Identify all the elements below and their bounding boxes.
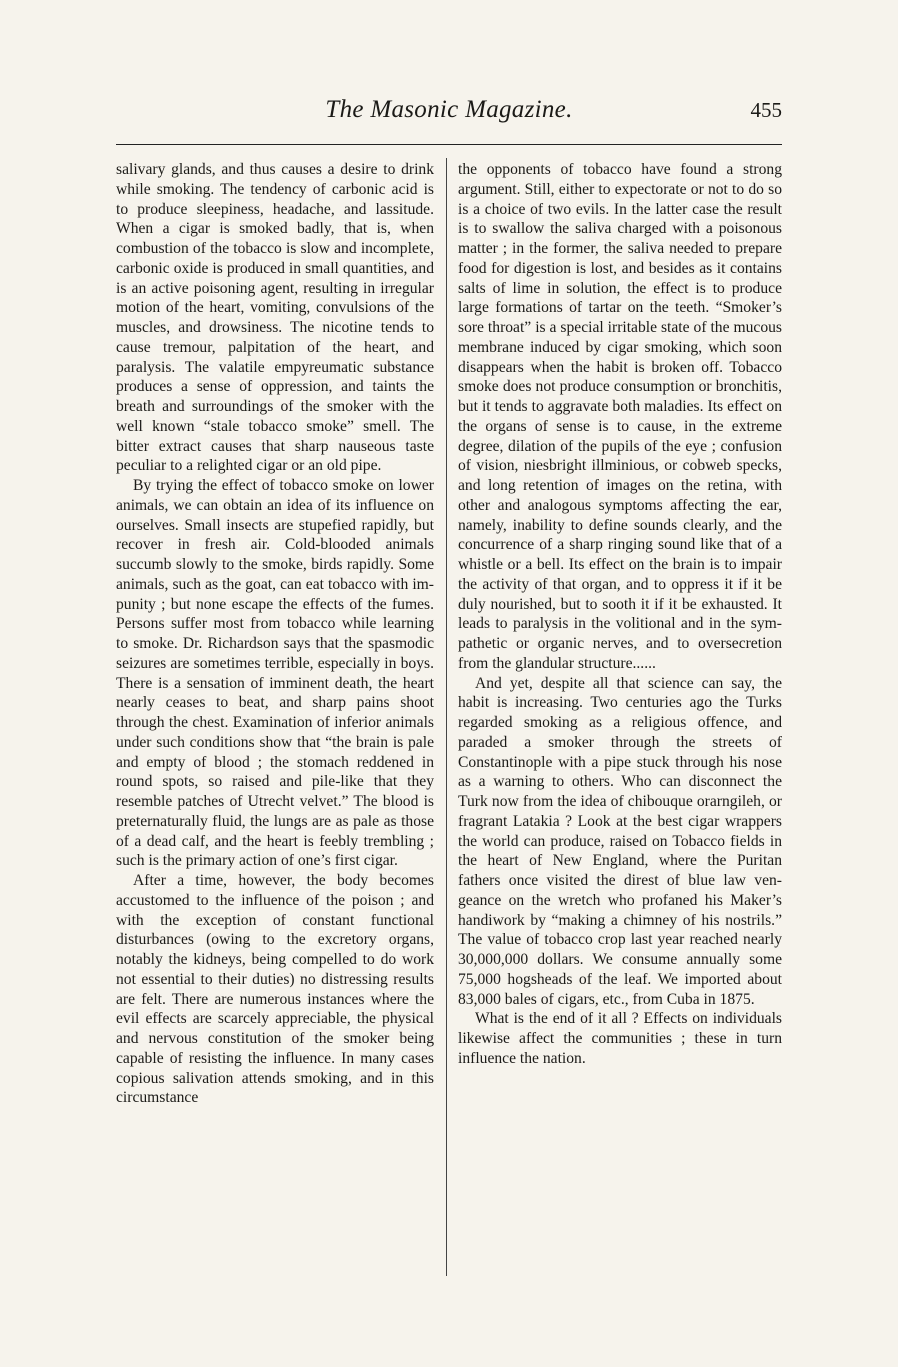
paragraph: After a time, however, the body becomes accustomed to the influence of the poison ; and with the exception of constant functional disturbances (owing to the excretory organs, notably the kidneys, being compelled to do work not essential to their duties) no distressing results are felt. There are numerous instances where the evil effects are scarcely appreciable, the physical and nervous constitution of the smoker being capable of resisting the influence. In many cases copious salivation attends smoking, and in this circumstance	[116, 872, 434, 1107]
running-head	[116, 96, 782, 130]
paragraph: And yet, despite all that science can say, the habit is increasing. Two centuries ago the Turks regarded smoking as a religious offence, and paraded a smoker through the streets of Constantinople with a pipe stuck through his nose as a warning to others. Who can disconnect the Turk now from the idea of chibouque orarngileh, or fragrant Latakia ? Look at the best cigar wrappers the world can produce, raised on Tobacco fields in the heart of New England, where the Puritan fathers once visited the direst of blue law vengeance on the wretch who profaned his Maker’s handiwork by “making a chimney of his nostrils.” The value of tobacco crop last year reached nearly 30,000,000 dollars. We consume annually some 75,000 hogsheads of the leaf. We imported about 83,000 bales of cigars, etc., from Cuba in 1875.	[458, 674, 782, 1008]
paragraph: salivary glands, and thus causes a desire to drink while smoking. The tendency of carbonic acid is to produce sleepiness, headache, and lassitude. When a cigar is smoked badly, that is, when combustion of the tobacco is slow and incomplete, carbonic oxide is produced in small quantities, and is an active poisoning agent, resulting in irregular motion of the heart, vomiting, convulsions of the muscles, and drowsiness. The nicotine tends to cause tremour, palpitation of the heart, and paralysis. The valatile empyreumatic substance produces a sense of oppression, and taints the breath and surroundings of the smoker with the well known “stale tobacco smoke” smell. The bitter extract causes that sharp nauseous taste peculiar to a relighted cigar or an old pipe.	[116, 161, 434, 475]
header-rule	[116, 144, 782, 145]
paragraph: What is the end of it all ? Effects on individuals likewise affect the communities ; these in turn influence the nation.	[458, 1010, 782, 1067]
paragraph: By trying the effect of tobacco smoke on lower animals, we can obtain an idea of its influence on ourselves. Small insects are stupefied rapidly, but recover in fresh air. Cold-blooded animals succumb slowly to the smoke, birds rapidly. Some animals, such as the goat, can eat tobacco with impunity ; but none escape the effects of the fumes. Persons suffer most from tobacco while learning to smoke. Dr. Richardson says that the spasmodic seizures are sometimes terrible, especially in boys. There is a sensation of imminent death, the heart nearly ceases to beat, and sharp pains shoot through the chest. Examination of inferior animals under such conditions show that “the brain is pale and empty of blood ; the stomach reddened in round spots, so raised and pile-like that they resemble patches of Utrecht velvet.” The blood is preternaturally fluid, the lungs are as pale as those of a dead calf, and the heart is feebly trembling ; such is the primary action of one’s first cigar.	[116, 477, 434, 870]
left-column	[116, 160, 434, 1108]
right-column	[458, 160, 782, 1069]
column-rule	[446, 158, 447, 1276]
paragraph: the opponents of tobacco have found a strong argument. Still, either to expectorate or not to do so is a choice of two evils. In the latter case the result is to swallow the saliva charged with a poisonous matter ; in the former, the saliva needed to prepare food for digestion is lost, and besides as it contains salts of lime in solution, the effect is to produce large formations of tartar on the teeth. “Smoker’s sore throat” is a special irritable state of the mucous membrane induced by cigar smoking, which soon disappears when the habit is broken off. Tobacco smoke does not produce consumption or bronchitis, but it tends to aggravate both maladies. Its effect on the organs of sense is to cause, in the extreme degree, dilation of the pupils of the eye ; confusion of vision, niesbright illminious, or cobweb specks, and long retention of images on the retina, with other and analogous symptoms affecting the ear, namely, inability to define sounds clearly, and the concurrence of a sharp ringing sound like that of a whistle or a bell. Its effect on the brain is to impair the activity of that organ, and to oppress it if it be duly nourished, but to sooth it if it be exhausted. It leads to paralysis in the volitional and in the sympathetic or organic nerves, and to oversecretion from the glandular structure......	[458, 161, 782, 672]
journal-title: The Masonic Magazine.	[325, 96, 573, 123]
page-number: 455	[750, 98, 782, 122]
